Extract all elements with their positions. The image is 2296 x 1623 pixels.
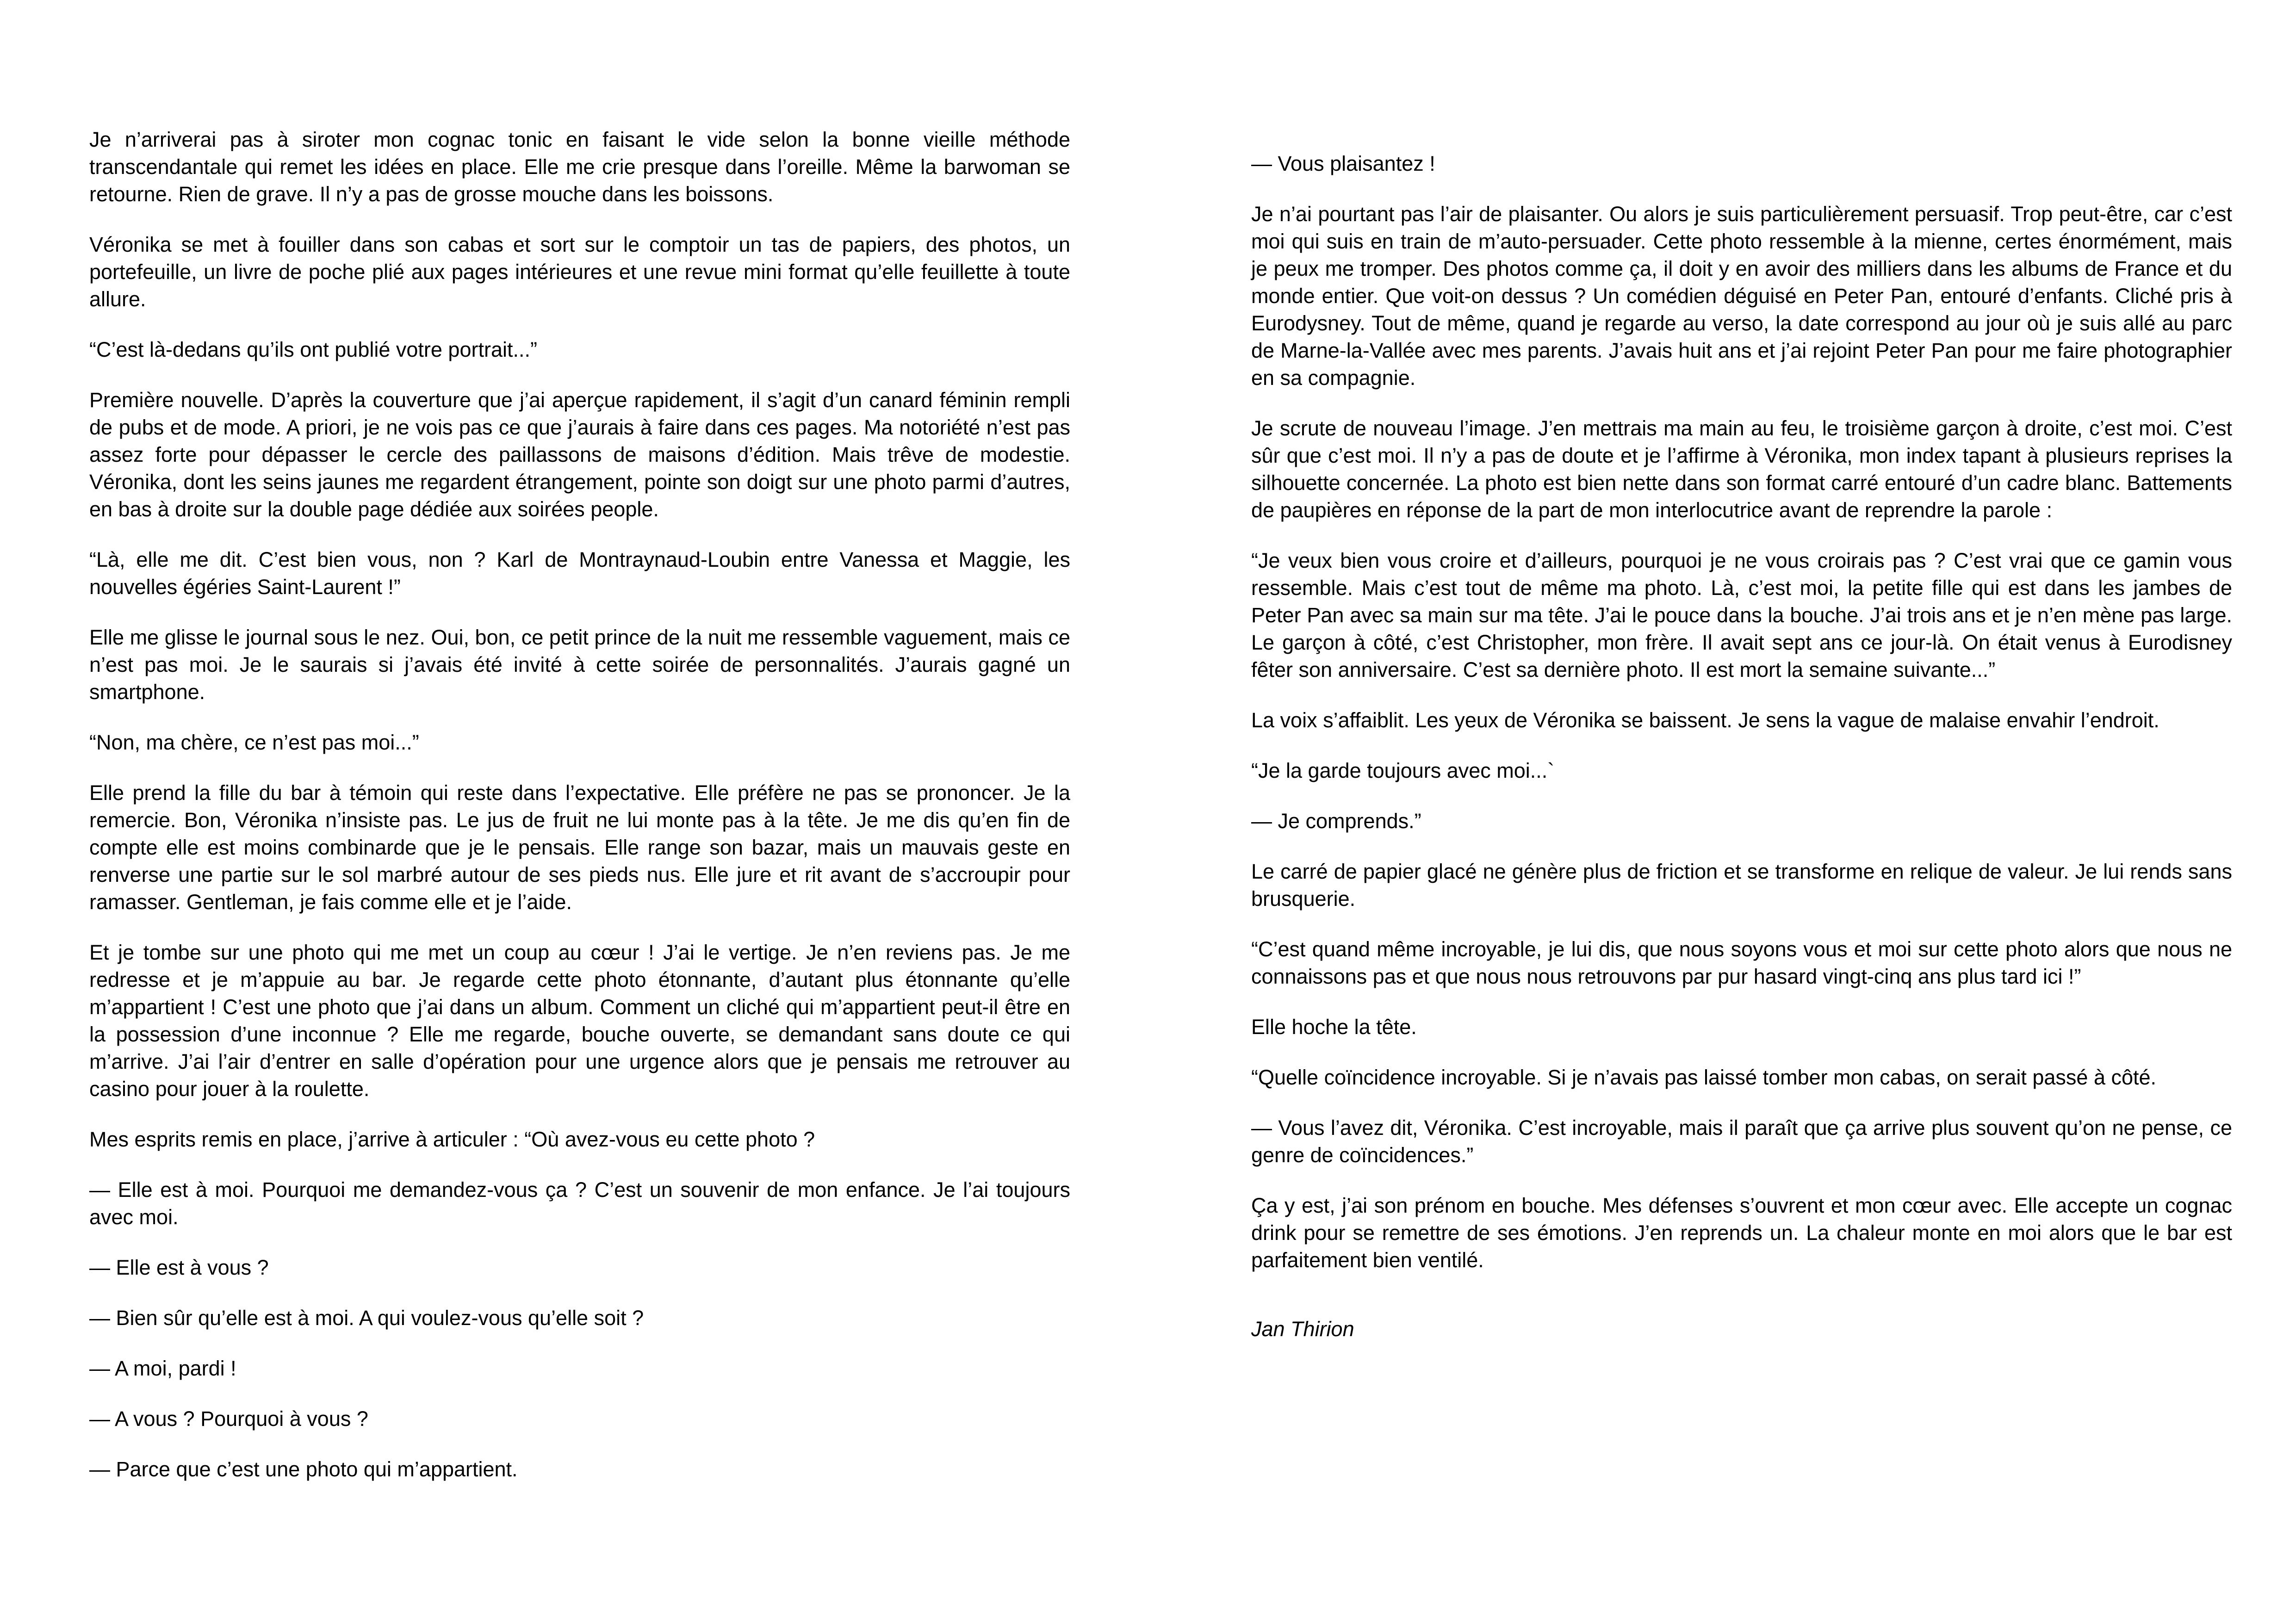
paragraph: Et je tombe sur une photo qui me met un coup au cœur ! J’ai le vertige. Je n’en reviens pas. Je me redresse et je m’appuie au bar. Je regarde cette photo étonnante, d’autant plus étonnante qu’elle m’appartient ! C’est une photo que j’ai dans un album. Comment un cliché qui m’appartient peut-il être en la possession d’une inconnue ? Elle me regarde, bouche ouverte, se demandant sans doute ce qui m’arrive. J’ai l’air d’entrer en salle d’opération pour une urgence alors que je pensais me retrouver au casino pour jouer à la roulette. [89, 941, 1070, 1101]
paragraph: Véronika se met à fouiller dans son cabas et sort sur le comptoir un tas de papiers, des photos, un portefeuille, un livre de poche plié aux pages intérieures et une revue mini format qu’elle feuillette à toute allure. [89, 233, 1070, 311]
paragraph: “Je la garde toujours avec moi...` [1251, 759, 1555, 782]
paragraph: Le carré de papier glacé ne génère plus de friction et se transforme en relique de valeur. Je lui rends sans brusquerie. [1251, 860, 2232, 911]
paragraph: — Parce que c’est une photo qui m’appartient. [89, 1457, 518, 1481]
paragraph: “Non, ma chère, ce n’est pas moi...” [89, 731, 419, 754]
paragraph: “Je veux bien vous croire et d’ailleurs, pourquoi je ne vous croirais pas ? C’est vrai que ce gamin vous ressemble. Mais c’est tout de même ma photo. Là, c’est moi, la petite fille qui est dans les jambes de Peter Pan avec sa main sur ma tête. J’ai le pouce dans la bouche. J’ai trois ans et je n’en mène pas large. Le garçon à côté, c’est Christopher, mon frère. Il avait sept ans ce jour-là. On était venus à Eurodisney fêter son anniversaire. C’est sa dernière photo. Il est mort la semaine suivante...” [1251, 549, 2232, 681]
paragraph: — Bien sûr qu’elle est à moi. A qui voulez-vous qu’elle soit ? [89, 1306, 644, 1330]
right-column [1251, 150, 2232, 1366]
left-column [89, 126, 1070, 1506]
paragraph: Elle prend la fille du bar à témoin qui reste dans l’expectative. Elle préfère ne pas se prononcer. Je la remercie. Bon, Véronika n’insiste pas. Le jus de fruit ne lui monte pas à la tête. Je me dis qu’en fin de compte elle est moins combinarde que je le pensais. Elle range son bazar, mais un mauvais geste en renverse une partie sur le sol marbré autour de ses pieds nus. Elle jure et rit avant de s’accroupir pour ramasser. Gentleman, je fais comme elle et je l’aide. [89, 781, 1070, 914]
paragraph: Je n’ai pourtant pas l’air de plaisanter. Ou alors je suis particulièrement persuasif. Trop peut-être, car c’est moi qui suis en train de m’auto-persuader. Cette photo ressemble à la mienne, certes énormément, mais je peux me tromper. Des photos comme ça, il doit y en avoir des milliers dans les albums de France et du monde entier. Que voit-on dessus ? Un comédien déguisé en Peter Pan, entouré d’enfants. Cliché pris à Eurodysney. Tout de même, quand je regarde au verso, la date correspond au jour où je suis allé au parc de Marne-la-Vallée avec mes parents. J’avais huit ans et j’ai rejoint Peter Pan pour me faire photographier en sa compagnie. [1251, 202, 2232, 390]
paragraph: — Je comprends.” [1251, 809, 1421, 833]
paragraph: — A moi, pardi ! [89, 1357, 236, 1380]
paragraph: Je scrute de nouveau l’image. J’en mettrais ma main au feu, le troisième garçon à droite, c’est moi. C’est sûr que c’est moi. Il n’y a pas de doute et je l’affirme à Véronika, mon index tapant à plusieurs reprises la silhouette concernée. La photo est bien nette dans son format carré entouré d’un cadre blanc. Battements de paupières en réponse de la part de mon interlocutrice avant de reprendre la parole : [1251, 416, 2232, 522]
paragraph: “Quelle coïncidence incroyable. Si je n’avais pas laissé tomber mon cabas, on serait passé à côté. [1251, 1065, 2157, 1089]
paragraph: Elle me glisse le journal sous le nez. Oui, bon, ce petit prince de la nuit me ressemble vaguement, mais ce n’est pas moi. Je le saurais si j’avais été invité à cette soirée de personnalités. J’aurais gagné un smartphone. [89, 626, 1070, 704]
paragraph: “C’est là-dedans qu’ils ont publié votre portrait...” [89, 338, 537, 361]
paragraph: — Vous plaisantez ! [1251, 152, 1435, 175]
paragraph: — Elle est à vous ? [89, 1256, 269, 1279]
paragraph: — Vous l’avez dit, Véronika. C’est incroyable, mais il paraît que ça arrive plus souvent qu’on ne pense, ce genre de coïncidences.” [1251, 1116, 2232, 1167]
paragraph: Mes esprits remis en place, j’arrive à articuler : “Où avez-vous eu cette photo ? [89, 1127, 815, 1151]
paragraph: Première nouvelle. D’après la couverture que j’ai aperçue rapidement, il s’agit d’un canard féminin rempli de pubs et de mode. A priori, je ne vois pas ce que j’aurais à faire dans ces pages. Ma notoriété n’est pas assez forte pour dépasser le cercle des paillassons de maisons d’édition. Mais trêve de modestie. Véronika, dont les seins jaunes me regardent étrangement, pointe son doigt sur une photo parmi d’autres, en bas à droite sur la double page dédiée aux soirées people. [89, 388, 1070, 521]
paragraph: — Elle est à moi. Pourquoi me demandez-vous ça ? C’est un souvenir de mon enfance. Je l’ai toujours avec moi. [89, 1178, 1070, 1229]
paragraph: “C’est quand même incroyable, je lui dis, que nous soyons vous et moi sur cette photo alors que nous ne connaissons pas et que nous nous retrouvons par pur hasard vingt-cinq ans plus tard ici !” [1251, 937, 2232, 988]
paragraph: “Là, elle me dit. C’est bien vous, non ? Karl de Montraynaud-Loubin entre Vanessa et Maggie, les nouvelles égéries Saint-Laurent !” [89, 548, 1070, 599]
paragraph: Elle hoche la tête. [1251, 1015, 1417, 1039]
paragraph: Je n’arriverai pas à siroter mon cognac tonic en faisant le vide selon la bonne vieille méthode transcendantale qui remet les idées en place. Elle me crie presque dans l’oreille. Même la barwoman se retourne. Rien de grave. Il n’y a pas de grosse mouche dans les boissons. [89, 128, 1070, 206]
paragraph: Ça y est, j’ai son prénom en bouche. Mes défenses s’ouvrent et mon cœur avec. Elle accepte un cognac drink pour se remettre de ses émotions. J’en reprends un. La chaleur monte en moi alors que le bar est parfaitement bien ventilé. [1251, 1194, 2232, 1272]
paragraph: La voix s’affaiblit. Les yeux de Véronika se baissent. Je sens la vague de malaise envahir l’endroit. [1251, 708, 2159, 732]
author-signature: Jan Thirion [1251, 1317, 1354, 1341]
paragraph: — A vous ? Pourquoi à vous ? [89, 1407, 368, 1431]
